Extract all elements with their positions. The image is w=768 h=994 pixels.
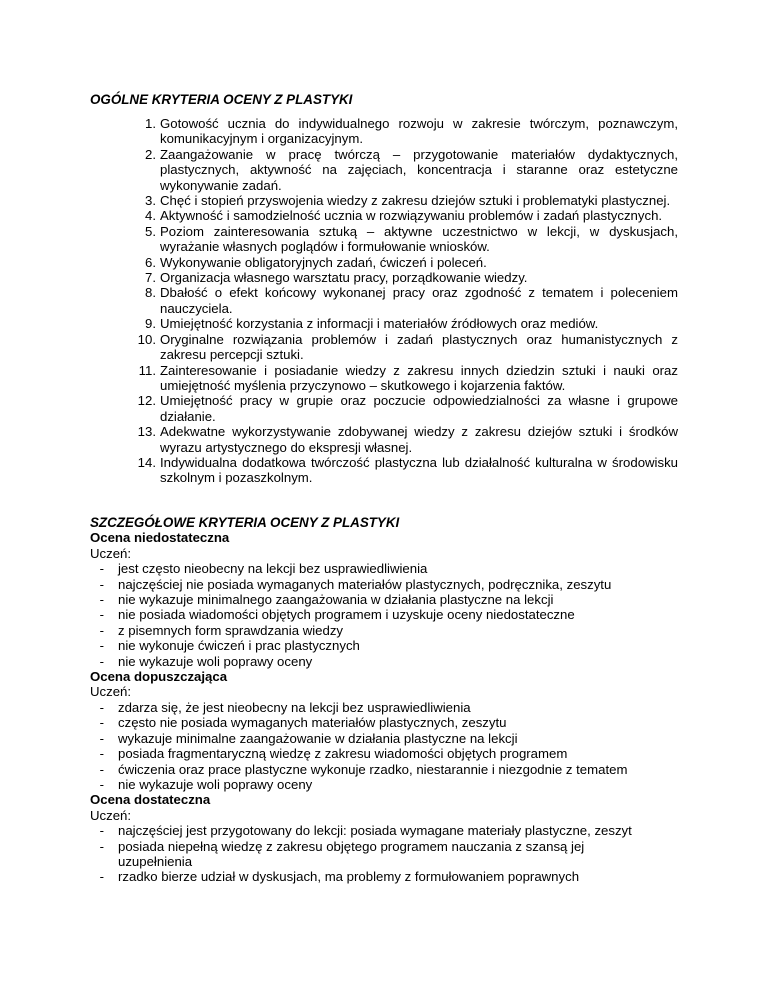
student-label: Uczeń:: [90, 545, 132, 561]
item-text: Adekwatne wykorzystywanie zdobywanej wiedzy z zakresu dziejów sztuki i środków wyrazu artystycznego do ekspresji własnej.: [160, 424, 678, 455]
general-criteria-heading: OGÓLNE KRYTERIA OCENY Z PLASTYKI: [90, 92, 353, 107]
item-text: Gotowość ucznia do indywidualnego rozwoju w zakresie twórczym, poznawczym, komunikacyjnym i organizacyjnym.: [160, 116, 678, 147]
item-text: nie wykazuje woli poprawy oceny: [118, 653, 313, 669]
dash-bullet: -: [99, 638, 104, 654]
item-text: Umiejętność korzystania z informacji i materiałów źródłowych oraz mediów.: [160, 316, 599, 332]
item-text: Poziom zainteresowania sztuką – aktywne uczestnictwo w lekcji, w dyskusjach, wyrażanie własnych poglądów i formułowanie wniosków.: [160, 223, 678, 255]
item-text: posiada niepełną wiedzę z zakresu objętego programem nauczania z szansą jej uzupełnienia: [118, 838, 585, 869]
item-text: Umiejętność pracy w grupie oraz poczucie odpowiedzialności za własne i grupowe działanie.: [160, 393, 678, 424]
list-item: [132, 285, 678, 316]
item-number: 7.: [145, 270, 156, 286]
detailed-criteria-heading: SZCZEGÓŁOWE KRYTERIA OCENY Z PLASTYKI: [90, 515, 400, 530]
item-number: 5.: [145, 223, 156, 239]
list-item: [90, 746, 648, 761]
list-item: [90, 777, 648, 792]
list-item: [132, 116, 678, 147]
item-text: nie posiada wiadomości objętych programem i uzyskuje oceny niedostateczne: [118, 607, 575, 623]
list-item: [90, 823, 648, 838]
list-item: [90, 731, 648, 746]
list-item: [132, 424, 678, 455]
dash-bullet: -: [99, 776, 104, 792]
dash-bullet: -: [99, 869, 104, 885]
item-text: wykazuje minimalne zaangażowanie w działania plastyczne na lekcji: [118, 730, 518, 746]
item-text: ćwiczenia oraz prace plastyczne wykonuje rzadko, niestarannie i niezgodnie z tematem: [118, 761, 628, 777]
list-item: [132, 208, 678, 223]
item-text: jest często nieobecny na lekcji bez usprawiedliwienia: [118, 561, 428, 577]
item-text: nie wykonuje ćwiczeń i prac plastycznych: [118, 638, 360, 654]
item-text: Zainteresowanie i posiadanie wiedzy z zakresu innych dziedzin sztuki i nauki oraz umiejętność myślenia przyczynowo – skutkowego i kojarzenia faktów.: [160, 362, 678, 393]
grade-heading-niedostateczna: Ocena niedostateczna: [90, 530, 230, 546]
dash-bullet: -: [99, 622, 104, 638]
detailed-criteria-section: [90, 515, 690, 885]
list-item: [132, 255, 678, 270]
list-item: [132, 193, 678, 208]
dash-bullet: -: [99, 823, 104, 839]
list-item: [90, 654, 648, 669]
general-criteria-list: [132, 116, 678, 486]
dash-bullet: -: [99, 746, 104, 762]
grade-requirements-list: [90, 823, 690, 885]
dash-bullet: -: [99, 592, 104, 608]
item-text: najczęściej nie posiada wymaganych materiałów plastycznych, podręcznika, zeszytu: [118, 576, 612, 592]
dash-bullet: -: [99, 576, 104, 592]
student-label: Uczeń:: [90, 807, 132, 823]
dash-bullet: -: [99, 715, 104, 731]
list-item: [90, 561, 648, 576]
item-text: Aktywność i samodzielność ucznia w rozwiązywaniu problemów i zadań plastycznych.: [160, 208, 663, 224]
list-item: [90, 607, 648, 622]
item-number: 10.: [137, 331, 156, 347]
list-item: [132, 455, 678, 486]
list-item: [132, 224, 678, 255]
list-item: [90, 700, 648, 715]
item-text: nie wykazuje minimalnego zaangażowania w działania plastyczne na lekcji: [118, 592, 554, 608]
dash-bullet: -: [99, 730, 104, 746]
item-number: 13.: [137, 424, 156, 440]
item-number: 14.: [137, 454, 156, 470]
item-text: nie wykazuje woli poprawy oceny: [118, 776, 313, 792]
list-item: [132, 393, 678, 424]
student-label: Uczeń:: [90, 684, 132, 700]
list-item: [90, 623, 648, 638]
dash-bullet: -: [99, 607, 104, 623]
dash-bullet: -: [99, 838, 104, 854]
dash-bullet: -: [99, 761, 104, 777]
list-item: [132, 147, 678, 193]
item-number: 3.: [145, 193, 156, 209]
item-number: 6.: [145, 254, 156, 270]
list-item: [90, 762, 648, 777]
list-item: [132, 316, 678, 331]
list-item: [132, 363, 678, 394]
item-text: zdarza się, że jest nieobecny na lekcji bez usprawiedliwienia: [118, 699, 471, 715]
dash-bullet: -: [99, 561, 104, 577]
grade-requirements-list: [90, 561, 690, 669]
item-number: 8.: [145, 285, 156, 301]
list-item: [90, 715, 648, 730]
item-number: 2.: [145, 146, 156, 162]
item-text: Wykonywanie obligatoryjnych zadań, ćwiczeń i poleceń.: [160, 254, 487, 270]
item-number: 4.: [145, 208, 156, 224]
item-text: najczęściej jest przygotowany do lekcji: posiada wymagane materiały plastyczne, zeszyt: [118, 823, 632, 839]
item-text: Indywidualna dodatkowa twórczość plastyczna lub działalność kulturalna w środowisku szkolnym i pozaszkolnym.: [160, 454, 678, 486]
grade-heading-dopuszczajaca: Ocena dopuszczająca: [90, 669, 228, 685]
list-item: [90, 638, 648, 653]
item-text: często nie posiada wymaganych materiałów plastycznych, zeszytu: [118, 715, 507, 731]
list-item: [90, 592, 648, 607]
list-item: [132, 332, 678, 363]
list-item: [132, 270, 678, 285]
grade-heading-dostateczna: Ocena dostateczna: [90, 792, 211, 808]
item-text: Zaangażowanie w pracę twórczą – przygotowanie materiałów dydaktycznych, plastycznych, aktywność na zajęciach, koncentracja i staranne oraz estetyczne wykonywanie zadań.: [160, 146, 678, 193]
item-text: posiada fragmentaryczną wiedzę z zakresu wiadomości objętych programem: [118, 746, 568, 762]
item-number: 11.: [138, 362, 156, 378]
list-item: [90, 839, 648, 870]
item-number: 9.: [145, 316, 156, 332]
item-text: z pisemnych form sprawdzania wiedzy: [118, 622, 344, 638]
item-text: rzadko bierze udział w dyskusjach, ma problemy z formułowaniem poprawnych: [118, 869, 580, 885]
item-number: 12.: [137, 393, 156, 409]
item-text: Oryginalne rozwiązania problemów i zadań plastycznych oraz humanistycznych z zakresu percepcji sztuki.: [160, 331, 678, 363]
item-text: Dbałość o efekt końcowy wykonanej pracy oraz zgodność z tematem i poleceniem nauczyciela.: [160, 285, 678, 316]
list-item: [90, 869, 648, 884]
item-text: Chęć i stopień przyswojenia wiedzy z zakresu dziejów sztuki i problematyki plastycznej.: [160, 193, 671, 209]
item-text: Organizacja własnego warsztatu pracy, porządkowanie wiedzy.: [160, 270, 528, 286]
item-number: 1.: [145, 116, 156, 131]
dash-bullet: -: [99, 653, 104, 669]
list-item: [90, 577, 648, 592]
dash-bullet: -: [99, 699, 104, 715]
grade-requirements-list: [90, 700, 690, 792]
